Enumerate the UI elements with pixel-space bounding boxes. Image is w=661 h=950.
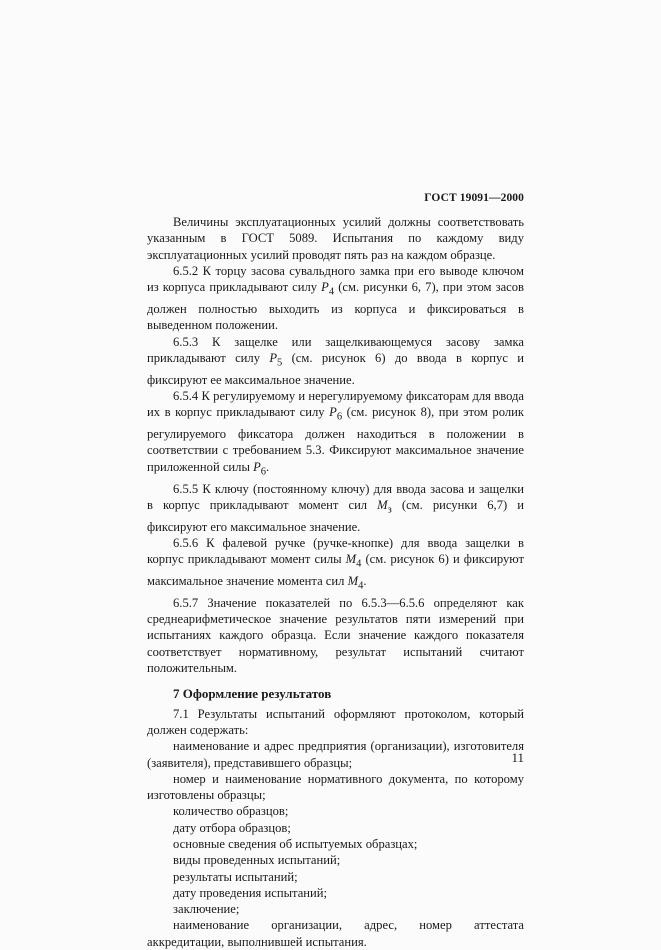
paragraph-intro: Величины эксплуатационных усилий должны соответствовать указанным в ГОСТ 5089. Испытания по каждому виду эксплуатационных усилий проводят пять раз на каждом образце. <box>147 215 524 262</box>
paragraph-6-5-7: 6.5.7 Значение показателей по 6.5.3—6.5.6 определяют как среднеарифметическое значение результатов пяти измерений при испытаниях каждого образца. Если значение каждого показателя соответствует нормативному, результат испытаний считают положительным. <box>147 595 524 676</box>
page-number: 11 <box>511 750 524 765</box>
list-item: дату отбора образцов; <box>173 820 291 835</box>
paragraph-6-5-5: 6.5.5 К ключу (постоянному ключу) для ввода засова и защелки в корпус прикладывают момент сил $M_з$ (см. рисунки 6,7) и фиксируют его максимальное значение. <box>147 481 524 534</box>
list-item: наименование организации, адрес, номер аттестата аккредитации, выполнившей испытания. <box>147 918 524 949</box>
paragraph-6-5-2: 6.5.2 К торцу засова сувальдного замка при его выводе ключом из корпуса прикладывают силу $P_4$ (см. рисунки 6, 7), при этом засов должен полностью выходить из корпуса и фиксироваться в выведенном положении. <box>147 263 525 333</box>
list-item: номер и наименование нормативного документа, по которому изготовлены образцы; <box>147 771 524 803</box>
list-item: результаты испытаний; <box>173 869 298 884</box>
section-7-heading: 7 Оформление результатов <box>173 686 332 702</box>
paragraph-7-1: 7.1 Результаты испытаний оформляют протоколом, который должен содержать: <box>147 706 524 737</box>
list-item: основные сведения об испытуемых образцах; <box>173 837 418 851</box>
list-item: заключение; <box>173 902 240 917</box>
document-body <box>147 214 524 950</box>
list-item: наименование и адрес предприятия (организации), изготовителя (заявителя), представившего образцы; <box>147 739 524 770</box>
list-item: дату проведения испытаний; <box>173 885 327 900</box>
paragraph-6-5-6: 6.5.6 К фалевой ручке (ручке-кнопке) для ввода защелки в корпус прикладывают момент силы $M_4$ (см. рисунок 6) и фиксируют максимальное значение момента сил $M_4$. <box>147 535 524 592</box>
list-item: количество образцов; <box>173 804 289 819</box>
paragraph-6-5-3: 6.5.3 К защелке или защелкивающемуся засову замка прикладывают силу $P_5$ (см. рисунок 6) до ввода в корпус и фиксируют ее максимальное значение. <box>147 334 524 387</box>
list-item: виды проведенных испытаний; <box>173 853 341 868</box>
paragraph-6-5-4: 6.5.4 К регулируемому и нерегулируемому фиксаторам для ввода их в корпус прикладывают силу $P_6$ (см. рисунок 8), при этом ролик регулируемого фиксатора должен находиться в положении в соответствии с требованием 5.3. Фиксируют максимальное значение приложенной силы $P_6$. <box>147 389 524 478</box>
document-header: ГОСТ 19091—2000 <box>424 192 524 204</box>
